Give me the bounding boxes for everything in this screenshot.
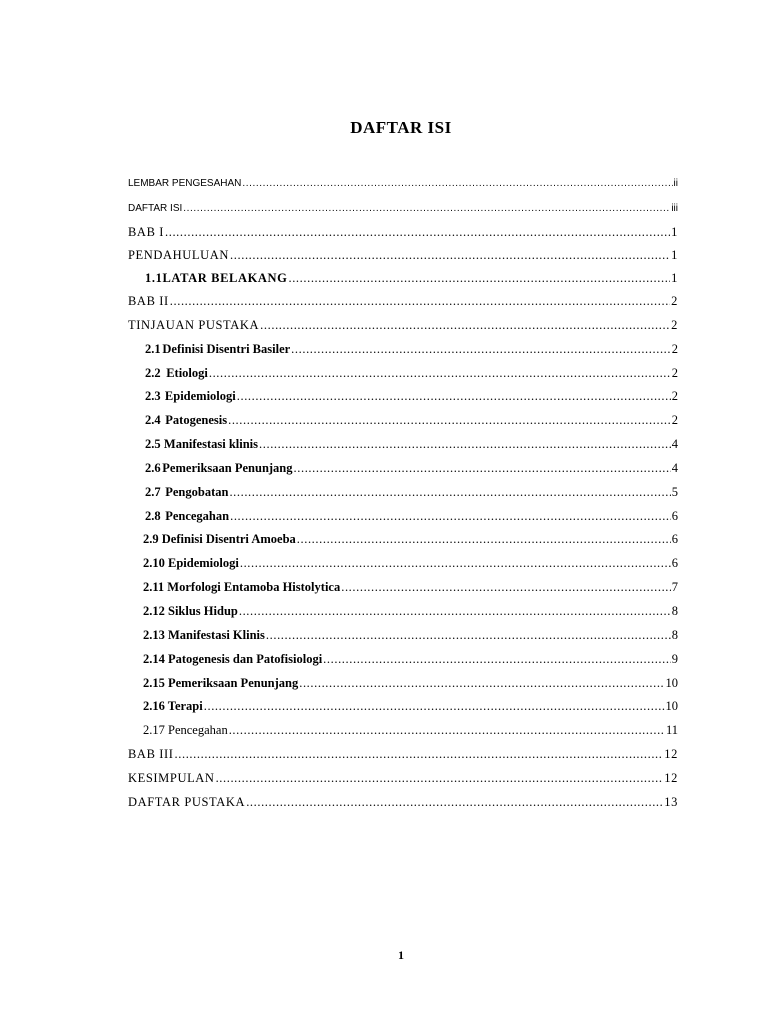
toc-dot-leader <box>299 676 664 691</box>
toc-dot-leader <box>294 461 671 476</box>
toc-entry-bab-i[interactable] <box>0 225 768 245</box>
toc-entry-number: 2.4 <box>145 413 161 427</box>
toc-entry-2-14[interactable] <box>0 652 768 672</box>
toc-entry-page: 2 <box>671 389 678 403</box>
toc-entry-label: DAFTAR PUSTAKA <box>128 795 246 809</box>
toc-entry-page: iii <box>671 203 678 214</box>
toc-entry-page: 8 <box>671 628 678 642</box>
toc-entry-page: 1 <box>671 225 678 239</box>
toc-dot-leader <box>237 389 671 404</box>
toc-dot-leader <box>266 628 671 643</box>
toc-entry-page: 7 <box>671 580 678 594</box>
toc-dot-leader <box>259 437 671 452</box>
toc-entry-number: 2.8 <box>145 509 161 523</box>
toc-entry-2-10[interactable] <box>0 556 768 576</box>
toc-entry-daftar-pustaka[interactable] <box>0 795 768 815</box>
toc-entry-page: 2 <box>671 366 678 380</box>
toc-entry-number: 2.6 <box>145 461 161 475</box>
toc-entry-label: 2.13 Manifestasi Klinis <box>143 628 265 642</box>
toc-entry-pendahuluan[interactable] <box>0 248 768 268</box>
toc-entry-2-11[interactable] <box>0 580 768 600</box>
toc-entry-2-13[interactable] <box>0 628 768 648</box>
toc-dot-leader <box>246 795 663 810</box>
toc-entry-label: BAB III <box>128 747 174 761</box>
toc-entry-number: 2.2 <box>145 366 161 380</box>
toc-entry-label: Patogenesis <box>165 413 228 427</box>
toc-entry-label: BAB I <box>128 225 164 239</box>
toc-entry-label: 2.12 Siklus Hidup <box>143 604 238 618</box>
toc-entry-2-2[interactable] <box>0 366 768 386</box>
toc-dot-leader <box>216 771 664 786</box>
toc-entry-page: 2 <box>671 318 678 332</box>
toc-entry-2-16[interactable] <box>0 699 768 719</box>
toc-entry-2-3[interactable] <box>0 389 768 409</box>
toc-dot-leader <box>230 248 670 263</box>
toc-entry-page: 4 <box>671 461 678 475</box>
toc-entry-page: 2 <box>671 342 678 356</box>
toc-entry-label: Definisi Disentri Basiler <box>162 342 291 356</box>
toc-entry-number: 2.3 <box>145 389 161 403</box>
toc-dot-leader <box>229 485 670 500</box>
toc-entry-page: 12 <box>664 747 678 761</box>
toc-entry-page: 11 <box>665 723 678 737</box>
toc-entry-page: 2 <box>671 413 678 427</box>
toc-dot-leader <box>240 556 671 571</box>
toc-dot-leader <box>323 652 671 667</box>
toc-entry-2-15[interactable] <box>0 676 768 696</box>
toc-entry-page: 10 <box>665 676 678 690</box>
toc-dot-leader <box>297 532 671 547</box>
toc-entry-2-4[interactable] <box>0 413 768 433</box>
toc-entry-page: 5 <box>671 485 678 499</box>
toc-entry-label: Pencegahan <box>165 509 230 523</box>
toc-dot-leader <box>170 294 670 309</box>
toc-entry-page: 1 <box>671 248 678 262</box>
toc-dot-leader <box>175 747 664 762</box>
toc-dot-leader <box>209 366 671 381</box>
toc-entry-daftar-isi[interactable] <box>0 203 768 223</box>
toc-entry-lembar-pengesahan[interactable] <box>0 178 768 198</box>
toc-entry-kesimpulan[interactable] <box>0 771 768 791</box>
toc-entry-page: 6 <box>671 556 678 570</box>
toc-entry-label: Epidemiologi <box>164 389 236 403</box>
toc-entry-page: 12 <box>664 771 678 785</box>
toc-dot-leader <box>183 203 670 214</box>
toc-dot-leader <box>230 509 671 524</box>
toc-entry-label: LEMBAR PENGESAHAN <box>128 178 242 189</box>
toc-entry-label: 2.10 Epidemiologi <box>143 556 239 570</box>
toc-entry-number: 2.1 <box>145 342 161 356</box>
page-title: DAFTAR ISI <box>350 118 452 137</box>
toc-entry-label: KESIMPULAN <box>128 771 215 785</box>
toc-entry-page: 10 <box>665 699 678 713</box>
toc-entry-label: 2.17 Pencegahan <box>143 723 228 737</box>
toc-entry-bab-iii[interactable] <box>0 747 768 767</box>
toc-entry-2-1[interactable] <box>0 342 768 362</box>
toc-entry-bab-ii[interactable] <box>0 294 768 314</box>
toc-entry-page: ii <box>673 178 678 189</box>
toc-entry-label: 2.9 Definisi Disentri Amoeba <box>143 532 296 546</box>
toc-entry-number: 1.1 <box>145 271 163 285</box>
page-number: 1 <box>398 948 404 962</box>
toc-dot-leader <box>228 413 671 428</box>
toc-entry-label: TINJAUAN PUSTAKA <box>128 318 260 332</box>
toc-entry-2-6[interactable] <box>0 461 768 481</box>
toc-entry-page: 4 <box>671 437 678 451</box>
toc-entry-2-9[interactable] <box>0 532 768 552</box>
toc-entry-label: DAFTAR ISI <box>128 203 183 214</box>
toc-dot-leader <box>291 342 671 357</box>
toc-entry-label: Pemeriksaan Penunjang <box>162 461 293 475</box>
toc-dot-leader <box>204 699 665 714</box>
toc-entry-label: PENDAHULUAN <box>128 248 230 262</box>
toc-dot-leader <box>229 723 665 738</box>
toc-dot-leader <box>165 225 670 240</box>
toc-dot-leader <box>242 178 672 189</box>
toc-entry-page: 13 <box>664 795 678 809</box>
toc-entry-label: Pengobatan <box>165 485 229 499</box>
toc-entry-page: 6 <box>671 532 678 546</box>
toc-entry-label: 2.14 Patogenesis dan Patofisiologi <box>143 652 323 666</box>
toc-entry-latar-belakang[interactable] <box>0 271 768 291</box>
toc-entry-number: 2.5 <box>145 437 161 451</box>
toc-entry-page: 8 <box>671 604 678 618</box>
toc-entry-label: Etiologi <box>166 366 208 380</box>
toc-entry-label: 2.16 Terapi <box>143 699 203 713</box>
toc-entry-label: Manifestasi klinis <box>163 437 259 451</box>
toc-entry-tinjauan-pustaka[interactable] <box>0 318 768 338</box>
toc-dot-leader <box>260 318 670 333</box>
toc-entry-page: 2 <box>671 294 678 308</box>
toc-dot-leader <box>288 271 670 286</box>
toc-entry-2-12[interactable] <box>0 604 768 624</box>
toc-dot-leader <box>341 580 671 595</box>
toc-entry-number: 2.7 <box>145 485 161 499</box>
toc-dot-leader <box>239 604 671 619</box>
toc-entry-2-7[interactable] <box>0 485 768 505</box>
toc-entry-label: BAB II <box>128 294 169 308</box>
toc-entry-2-5[interactable] <box>0 437 768 457</box>
toc-entry-label: 2.11 Morfologi Entamoba Histolytica <box>143 580 341 594</box>
toc-entry-2-17[interactable] <box>0 723 768 743</box>
toc-entry-label: LATAR BELAKANG <box>162 271 288 285</box>
toc-entry-page: 9 <box>671 652 678 666</box>
toc-entry-label: 2.15 Pemeriksaan Penunjang <box>143 676 299 690</box>
toc-entry-page: 1 <box>671 271 678 285</box>
toc-entry-2-8[interactable] <box>0 509 768 529</box>
toc-entry-page: 6 <box>671 509 678 523</box>
